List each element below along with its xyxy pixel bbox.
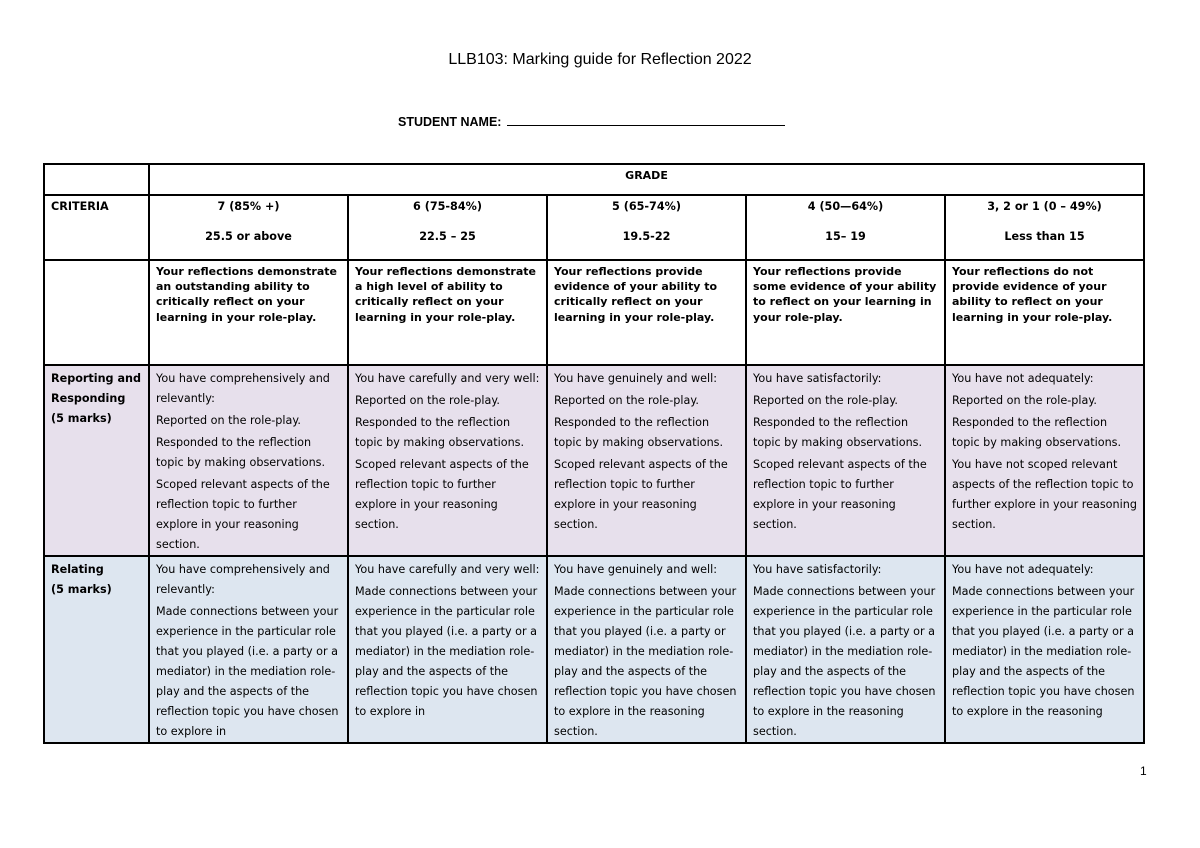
cell-item: Made connections between your experience in the particular role that you played (i.e. a party or a mediator) in the mediation role-play and the aspects of the reflection topic you have chosen to explore in the reasoning section. (753, 585, 936, 738)
relating-criterion-label (44, 556, 149, 743)
cell-intro: You have not adequately: (952, 372, 1094, 385)
cell-item: You have not scoped relevant aspects of the reflection topic to further explore in your reasoning section. (952, 458, 1137, 531)
descriptor-row (44, 260, 1144, 365)
descriptor-text: Your reflections provide some evidence of your ability to reflect on your learning in your role-play. (753, 265, 937, 324)
criterion-name: Responding (51, 392, 126, 405)
descriptor-text: Your reflections demonstrate a high level of ability to critically reflect on your learning in your role-play. (355, 265, 536, 324)
descriptor-text: Your reflections provide evidence of your ability to critically reflect on your learning in your role-play. (554, 265, 718, 324)
criterion-marks: (5 marks) (51, 412, 112, 425)
cell-intro: You have genuinely and well: (554, 372, 717, 385)
relating-cell (149, 556, 348, 743)
descriptor-cell (547, 260, 746, 365)
descriptor-text: Your reflections do not provide evidence of your ability to reflect on your learning in your role-play. (952, 265, 1113, 324)
reporting-criterion-label (44, 365, 149, 556)
reporting-cell (547, 365, 746, 556)
cell-intro: You have comprehensively and relevantly: (156, 563, 330, 596)
criterion-marks: (5 marks) (51, 583, 112, 596)
cell-item: Responded to the reflection topic by making observations. (753, 416, 923, 449)
relating-cell (547, 556, 746, 743)
reporting-responding-row (44, 365, 1144, 556)
criterion-name: Relating (51, 563, 104, 576)
empty-criteria-cell (44, 260, 149, 365)
grade-band-7 (149, 195, 348, 260)
descriptor-cell (149, 260, 348, 365)
relating-row (44, 556, 1144, 743)
marking-rubric-table (43, 163, 1145, 744)
cell-item: Reported on the role-play. (753, 394, 898, 407)
relating-cell (746, 556, 945, 743)
relating-cell (945, 556, 1144, 743)
grade-bands-row (44, 195, 1144, 260)
grade-band-6 (348, 195, 547, 260)
student-name-label: STUDENT NAME: (398, 115, 502, 129)
reporting-cell (149, 365, 348, 556)
grade-band-title: 7 (85% +) (217, 200, 280, 213)
reporting-cell (945, 365, 1144, 556)
cell-item: Reported on the role-play. (554, 394, 699, 407)
grade-band-range: 15– 19 (825, 229, 866, 243)
cell-item: Reported on the role-play. (952, 394, 1097, 407)
grade-band-range: 22.5 – 25 (419, 229, 476, 243)
cell-intro: You have not adequately: (952, 563, 1094, 576)
descriptor-cell (348, 260, 547, 365)
criterion-name: Reporting and (51, 372, 141, 385)
grade-band-3-2-1 (945, 195, 1144, 260)
relating-cell (348, 556, 547, 743)
document-title: LLB103: Marking guide for Reflection 2022 (448, 51, 752, 68)
cell-item: Responded to the reflection topic by making observations. (554, 416, 724, 449)
grade-header-row (44, 164, 1144, 195)
cell-item: Scoped relevant aspects of the reflection topic to further explore in your reasoning section. (554, 458, 728, 531)
grade-label: GRADE (149, 164, 1144, 195)
page-number: 1 (1140, 764, 1147, 778)
cell-item: Responded to the reflection topic by making observations. (156, 436, 326, 469)
cell-item: Made connections between your experience in the particular role that you played (i.e. a party or a mediator) in the mediation role-play and the aspects of the reflection topic you have chosen to explore in (156, 605, 339, 738)
cell-intro: You have carefully and very well: (355, 372, 540, 385)
descriptor-text: Your reflections demonstrate an outstanding ability to critically reflect on your learning in your role-play. (156, 265, 337, 324)
cell-item: Scoped relevant aspects of the reflection topic to further explore in your reasoning section. (156, 478, 330, 551)
grade-band-title: 4 (50—64%) (807, 200, 884, 213)
cell-intro: You have genuinely and well: (554, 563, 717, 576)
reporting-cell (348, 365, 547, 556)
cell-item: Made connections between your experience in the particular role that you played (i.e. a party or a mediator) in the mediation role-play and the aspects of the reflection topic you have chosen to explore in (355, 585, 538, 718)
grade-band-range: 19.5-22 (622, 229, 671, 243)
criteria-label: CRITERIA (44, 195, 149, 260)
cell-item: Reported on the role-play. (355, 394, 500, 407)
cell-intro: You have comprehensively and relevantly: (156, 372, 330, 405)
grade-band-range: Less than 15 (1004, 229, 1085, 243)
cell-intro: You have satisfactorily: (753, 372, 882, 385)
grade-band-5 (547, 195, 746, 260)
cell-intro: You have satisfactorily: (753, 563, 882, 576)
grade-band-title: 3, 2 or 1 (0 – 49%) (987, 200, 1102, 213)
cell-intro: You have carefully and very well: (355, 563, 540, 576)
descriptor-cell (746, 260, 945, 365)
grade-band-title: 5 (65-74%) (612, 200, 681, 213)
cell-item: Scoped relevant aspects of the reflection topic to further explore in your reasoning section. (753, 458, 927, 531)
cell-item: Made connections between your experience in the particular role that you played (i.e. a party or a mediator) in the mediation role-play and the aspects of the reflection topic you have chosen to explore in the reasoning (952, 585, 1135, 718)
reporting-cell (746, 365, 945, 556)
grade-band-4 (746, 195, 945, 260)
grade-band-range: 25.5 or above (205, 229, 292, 243)
cell-item: Reported on the role-play. (156, 414, 301, 427)
student-name-field (398, 115, 785, 129)
cell-item: Responded to the reflection topic by making observations. (355, 416, 525, 449)
student-name-blank-line[interactable] (507, 124, 785, 126)
grade-band-title: 6 (75-84%) (413, 200, 482, 213)
empty-corner-cell (44, 164, 149, 195)
descriptor-cell (945, 260, 1144, 365)
cell-item: Made connections between your experience in the particular role that you played (i.e. a party or mediator) in the mediation role-play and the aspects of the reflection topic you have chosen to explore in the reasoning section. (554, 585, 737, 738)
cell-item: Scoped relevant aspects of the reflection topic to further explore in your reasoning section. (355, 458, 529, 531)
cell-item: Responded to the reflection topic by making observations. (952, 416, 1122, 449)
